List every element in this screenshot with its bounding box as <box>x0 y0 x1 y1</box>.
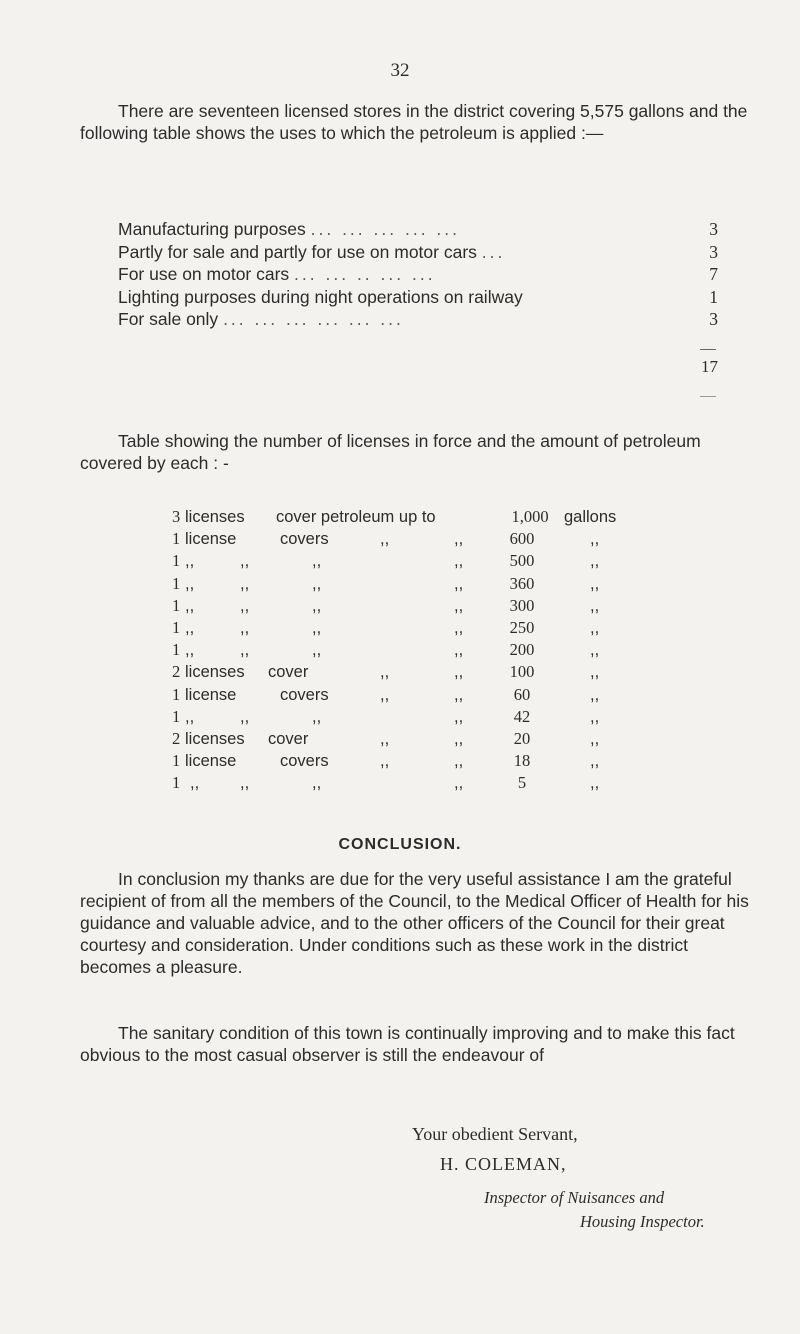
signatory-title-line1: Inspector of Nuisances and <box>484 1188 665 1207</box>
total-rule-bottom <box>700 396 716 397</box>
gallon-unit: ,, <box>590 729 600 748</box>
ditto-mark: ,, <box>312 774 322 793</box>
gallon-amount: 1,000 <box>511 507 549 526</box>
ditto-mark: ,, <box>454 752 464 771</box>
use-count: 3 <box>709 241 718 262</box>
gallon-amount: 18 <box>513 751 531 771</box>
license-label: license <box>185 685 237 704</box>
ditto-mark: ,, <box>312 707 322 726</box>
ditto-mark: ,, <box>454 641 464 660</box>
license-count: 1 <box>172 640 181 660</box>
ditto-mark: ,, <box>454 685 464 704</box>
license-verb: cover petroleum up to <box>276 508 436 526</box>
ditto-mark: ,, <box>454 596 464 615</box>
gallon-amount: 100 <box>509 662 535 682</box>
license-count: 1 <box>172 529 181 549</box>
licenses-table <box>172 506 642 794</box>
ditto-mark: ,, <box>380 663 390 682</box>
gallon-unit: ,, <box>590 707 600 726</box>
ditto-mark: ,, <box>312 596 322 615</box>
ditto-mark: ,, <box>312 574 322 593</box>
leader-dots: ... ... ... ... ... <box>310 219 461 239</box>
license-row <box>172 706 642 728</box>
ditto-mark: ,, <box>380 752 390 771</box>
license-row <box>172 750 642 772</box>
license-verb: covers <box>280 752 329 771</box>
use-count: 3 <box>709 219 718 239</box>
signatory-title-line2: Housing Inspector. <box>580 1212 705 1231</box>
license-row <box>172 617 642 639</box>
license-verb: ,, <box>240 552 250 571</box>
ditto-mark: ,, <box>454 552 464 571</box>
gallon-amount: 60 <box>513 684 531 704</box>
page-number: 32 <box>390 60 410 81</box>
ditto-mark: ,, <box>454 729 464 748</box>
signature: H. COLEMAN, <box>440 1154 567 1174</box>
license-verb: ,, <box>240 641 250 660</box>
uses-row <box>118 263 718 286</box>
ditto-mark: ,, <box>454 707 464 726</box>
license-row <box>172 639 642 661</box>
license-row <box>172 661 642 683</box>
uses-row <box>118 241 718 264</box>
license-count: 1 <box>172 706 181 726</box>
gallon-unit: ,, <box>590 574 600 593</box>
license-row <box>172 528 642 550</box>
leader-dots: ... <box>481 241 506 262</box>
ditto-mark: ,, <box>380 685 390 704</box>
license-label: ,, <box>185 596 195 615</box>
license-verb: ,, <box>240 574 250 593</box>
license-row <box>172 595 642 617</box>
use-label: Manufacturing purposes <box>118 219 306 239</box>
license-label: licenses <box>185 508 245 526</box>
intro-paragraph: There are seventeen licensed stores in the district covering 5,575 gallons and the following table shows the uses to which the petroleum is applied :— <box>80 101 748 143</box>
license-verb: ,, <box>240 596 250 615</box>
gallon-unit: ,, <box>590 552 600 571</box>
license-verb: ,, <box>240 774 250 793</box>
license-verb: ,, <box>240 618 250 637</box>
leader-dots: ... ... .. ... ... <box>294 264 436 285</box>
uses-table <box>118 218 718 331</box>
license-label: ,, <box>185 552 195 571</box>
total-rule-top <box>700 349 716 350</box>
license-count: 1 <box>172 551 181 571</box>
use-count: 7 <box>709 264 718 285</box>
gallon-unit: ,, <box>590 774 600 793</box>
uses-row <box>118 308 718 331</box>
license-count: 1 <box>172 751 181 771</box>
license-label: license <box>185 530 237 549</box>
gallon-amount: 42 <box>513 706 531 726</box>
gallon-amount: 300 <box>509 595 535 615</box>
closing-paragraph: The sanitary condition of this town is continually improving and to make this fact obvious to the most casual observer is still the endeavour of <box>80 1023 735 1065</box>
license-verb: cover <box>268 663 309 682</box>
license-label: license <box>185 752 237 771</box>
uses-row <box>118 218 718 241</box>
use-count: 1 <box>709 286 718 307</box>
uses-total: 17 <box>701 357 718 376</box>
gallon-unit: ,, <box>590 641 600 660</box>
ditto-mark: ,, <box>454 663 464 682</box>
ditto-mark: ,, <box>454 574 464 593</box>
license-row <box>172 573 642 595</box>
license-row <box>172 772 642 794</box>
license-label: ,, <box>185 707 195 726</box>
gallon-amount: 20 <box>513 728 531 748</box>
license-count: 2 <box>172 728 181 748</box>
license-row <box>172 506 642 528</box>
gallon-unit: ,, <box>590 685 600 704</box>
license-verb: ,, <box>240 707 250 726</box>
license-label: ,, <box>185 618 195 637</box>
gallon-unit: ,, <box>590 618 600 637</box>
license-row <box>172 728 642 750</box>
license-count: 3 <box>172 507 181 526</box>
gallon-amount: 250 <box>509 617 535 637</box>
use-label: For sale only <box>118 309 219 330</box>
license-count: 1 <box>172 595 181 615</box>
gallon-amount: 600 <box>509 529 535 549</box>
ditto-mark: ,, <box>312 552 322 571</box>
use-label: Partly for sale and partly for use on motor cars <box>118 241 477 262</box>
license-count: 1 <box>172 684 181 704</box>
ditto-mark: ,, <box>312 618 322 637</box>
gallon-unit: gallons <box>564 508 617 526</box>
valediction: Your obedient Servant, <box>412 1124 578 1144</box>
ditto-mark: ,, <box>380 729 390 748</box>
gallon-amount: 200 <box>509 640 535 660</box>
gallon-unit: ,, <box>590 663 600 682</box>
licenses-intro: Table showing the number of licenses in force and the amount of petroleum covered by each : - <box>80 431 701 473</box>
license-label: ,, <box>185 641 195 660</box>
use-label: Lighting purposes during night operations on railway <box>118 286 523 307</box>
conclusion-heading: CONCLUSION. <box>338 836 462 853</box>
license-verb: covers <box>280 685 329 704</box>
license-label: ,, <box>185 574 195 593</box>
license-count: 1 <box>172 617 181 637</box>
license-verb: cover <box>268 729 309 748</box>
license-count: 2 <box>172 662 181 682</box>
ditto-mark: ,, <box>454 618 464 637</box>
license-label: licenses <box>185 729 245 748</box>
license-verb: covers <box>280 530 329 549</box>
license-count: 1 <box>172 573 181 593</box>
license-row <box>172 550 642 572</box>
gallon-unit: ,, <box>590 596 600 615</box>
uses-row <box>118 286 718 309</box>
ditto-mark: ,, <box>454 774 464 793</box>
gallon-amount: 500 <box>509 551 535 571</box>
license-row <box>172 684 642 706</box>
ditto-mark: ,, <box>312 641 322 660</box>
use-count: 3 <box>709 309 718 330</box>
conclusion-paragraph: In conclusion my thanks are due for the very useful assistance I am the grateful recipient of from all the members of the Council, to the Medical Officer of Health for his guidance and valuable advice, and to the other officers of the Council for their great courtesy and consideration. Under conditions such as these work in the district becomes a pleasure. <box>80 869 749 977</box>
ditto-mark: ,, <box>380 530 390 549</box>
gallon-amount: 5 <box>517 773 527 793</box>
gallon-amount: 360 <box>509 573 535 593</box>
gallon-unit: ,, <box>590 752 600 771</box>
ditto-mark: ,, <box>454 530 464 549</box>
use-label: For use on motor cars <box>118 264 290 285</box>
gallon-unit: ,, <box>590 530 600 549</box>
license-label: licenses <box>185 663 245 682</box>
license-count: 1 <box>172 773 181 793</box>
leader-dots: ... ... ... ... ... ... <box>223 309 404 330</box>
license-label: ,, <box>190 774 200 793</box>
